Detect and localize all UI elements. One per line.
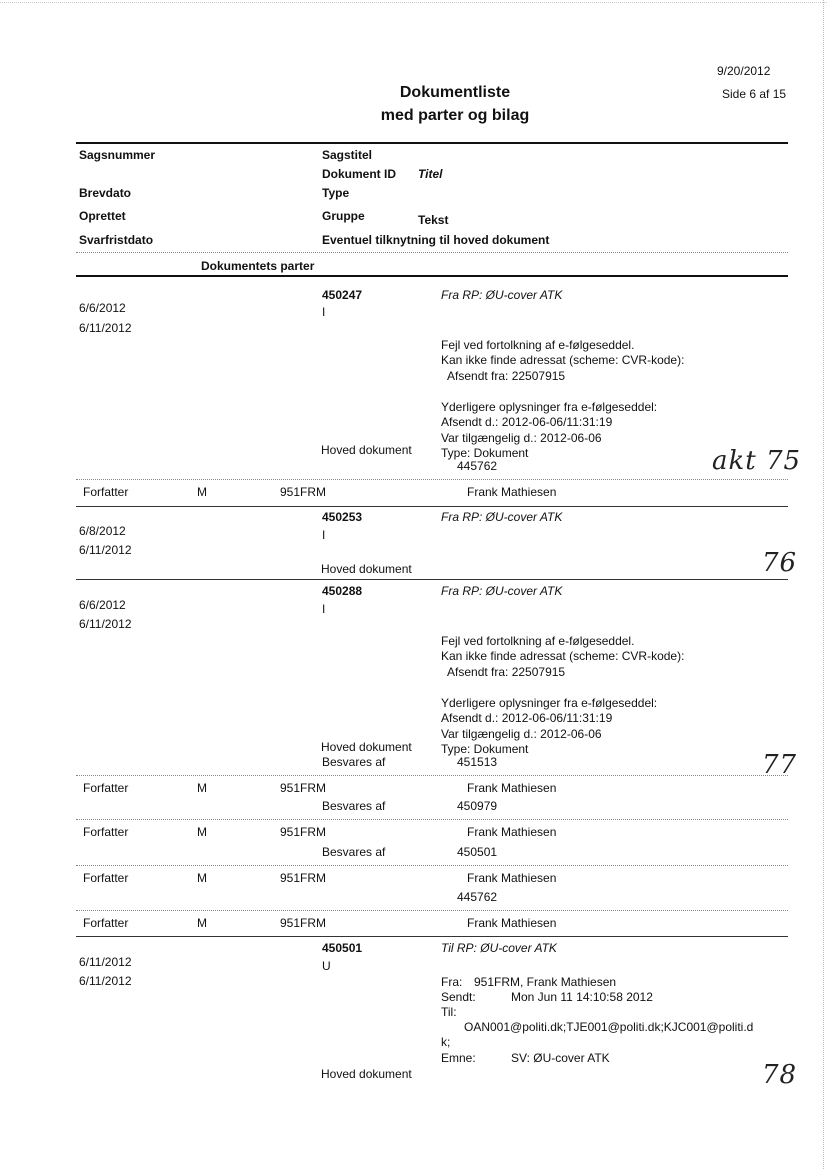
doc3-brevdato: 6/6/2012 bbox=[79, 598, 126, 612]
col-parter: Dokumentets parter bbox=[201, 259, 315, 273]
party-name: Frank Mathiesen bbox=[467, 871, 557, 885]
col-titel: Titel bbox=[418, 167, 443, 181]
doc3-type: I bbox=[322, 602, 326, 616]
col-eventuel-tilknytning: Eventuel tilknytning til hoved dokument bbox=[322, 233, 550, 247]
doc4-fra-value: 951FRM, Frank Mathiesen bbox=[474, 975, 617, 989]
doc4-emne-label: Emne: bbox=[441, 1051, 476, 1065]
party-role: Forfatter bbox=[83, 825, 129, 839]
doc4-sendt-label: Sendt: bbox=[441, 990, 476, 1004]
doc4-til-value: OAN001@politi.dk;TJE001@politi.dk;KJC001@politi.d bbox=[464, 1020, 754, 1034]
party-name: Frank Mathiesen bbox=[467, 825, 557, 839]
divider bbox=[76, 479, 788, 480]
party-role: Forfatter bbox=[83, 871, 129, 885]
scan-edge-top bbox=[0, 2, 827, 3]
doc4-oprettet: 6/11/2012 bbox=[79, 974, 132, 988]
doc4-til-continued: k; bbox=[441, 1035, 451, 1049]
divider bbox=[76, 865, 788, 866]
doc1-title: Fra RP: ØU-cover ATK bbox=[441, 288, 563, 302]
divider bbox=[76, 252, 788, 253]
doc4-type: U bbox=[322, 959, 331, 973]
doc2-brevdato: 6/8/2012 bbox=[79, 524, 126, 538]
doc4-hoved-label: Hoved dokument bbox=[321, 1067, 412, 1081]
besvares-value: 450979 bbox=[457, 799, 498, 813]
header-rule bbox=[76, 142, 788, 144]
party-gender: M bbox=[197, 871, 207, 885]
print-date: 9/20/2012 bbox=[717, 64, 771, 78]
party-code: 951FRM bbox=[280, 485, 327, 499]
col-tekst: Tekst bbox=[418, 213, 449, 227]
col-type: Type bbox=[322, 186, 350, 200]
doc3-besvares-value: 451513 bbox=[457, 755, 498, 769]
party-gender: M bbox=[197, 485, 207, 499]
doc3-hoved-label: Hoved dokument bbox=[321, 740, 412, 754]
besvares-label: Besvares af bbox=[322, 799, 386, 813]
col-oprettet: Oprettet bbox=[79, 209, 126, 223]
col-brevdato: Brevdato bbox=[79, 186, 132, 200]
col-gruppe: Gruppe bbox=[322, 209, 365, 223]
doc3-title: Fra RP: ØU-cover ATK bbox=[441, 584, 563, 598]
doc2-id: 450253 bbox=[322, 510, 363, 524]
party-name: Frank Mathiesen bbox=[467, 485, 557, 499]
doc4-emne-value: SV: ØU-cover ATK bbox=[511, 1051, 610, 1065]
party-gender: M bbox=[197, 916, 207, 930]
doc4-fra-label: Fra: bbox=[441, 975, 463, 989]
doc4-til-label: Til: bbox=[441, 1005, 457, 1019]
doc1-type: I bbox=[322, 305, 326, 319]
handwritten-annotation: 78 bbox=[762, 1060, 798, 1090]
party-role: Forfatter bbox=[83, 485, 129, 499]
col-sagsnummer: Sagsnummer bbox=[79, 148, 156, 162]
handwritten-annotation: akt 75 bbox=[712, 446, 802, 476]
page-number: Side 6 af 15 bbox=[722, 87, 787, 101]
legend-rule bbox=[76, 275, 788, 277]
doc1-hoved-label: Hoved dokument bbox=[321, 443, 412, 457]
doc1-hoved-value: 445762 bbox=[457, 459, 498, 473]
doc3-id: 450288 bbox=[322, 584, 363, 598]
doc3-besvares-label: Besvares af bbox=[322, 755, 386, 769]
doc1-brevdato: 6/6/2012 bbox=[79, 301, 126, 315]
page-title: Dokumentliste bbox=[399, 84, 511, 101]
doc2-title: Fra RP: ØU-cover ATK bbox=[441, 510, 563, 524]
doc4-brevdato: 6/11/2012 bbox=[79, 955, 132, 969]
party-code: 951FRM bbox=[280, 916, 327, 930]
doc2-hoved-label: Hoved dokument bbox=[321, 562, 412, 576]
handwritten-annotation: 77 bbox=[762, 750, 798, 780]
party-name: Frank Mathiesen bbox=[467, 916, 557, 930]
doc1-text: Fejl ved fortolkning af e-følgeseddel. Kan ikke finde adressat (scheme: CVR-kode): Afsendt fra: 22507915 Yderligere oplysninger fra e-følgeseddel: Afsendt d.: 2012-06-06/11:31:19 Var tilgængelig d.: 2012-06-06 Type: Dokument bbox=[441, 337, 685, 460]
divider bbox=[76, 506, 788, 507]
divider bbox=[76, 910, 788, 911]
col-svarfristdato: Svarfristdato bbox=[79, 233, 154, 247]
party-gender: M bbox=[197, 825, 207, 839]
divider bbox=[76, 936, 788, 937]
doc4-sendt-value: Mon Jun 11 14:10:58 2012 bbox=[511, 990, 653, 1004]
besvares-value: 450501 bbox=[457, 845, 498, 859]
doc3-oprettet: 6/11/2012 bbox=[79, 617, 132, 631]
divider bbox=[76, 775, 788, 776]
doc3-text: Fejl ved fortolkning af e-følgeseddel. Kan ikke finde adressat (scheme: CVR-kode): Afsendt fra: 22507915 Yderligere oplysninger fra e-følgeseddel: Afsendt d.: 2012-06-06/11:31:19 Var tilgængelig d.: 2012-06-06 Type: Dokument bbox=[441, 633, 685, 756]
party-code: 951FRM bbox=[280, 781, 327, 795]
page-subtitle: med parter og bilag bbox=[380, 107, 530, 124]
scan-edge-right bbox=[823, 0, 825, 1169]
doc2-oprettet: 6/11/2012 bbox=[79, 543, 132, 557]
besvares-label: Besvares af bbox=[322, 845, 386, 859]
doc1-id: 450247 bbox=[322, 288, 363, 302]
party-code: 951FRM bbox=[280, 871, 327, 885]
doc4-title: Til RP: ØU-cover ATK bbox=[441, 941, 557, 955]
besvares-value: 445762 bbox=[457, 890, 498, 904]
party-role: Forfatter bbox=[83, 781, 129, 795]
divider bbox=[76, 819, 788, 820]
doc1-oprettet: 6/11/2012 bbox=[79, 321, 132, 335]
col-sagstitel: Sagstitel bbox=[322, 148, 373, 162]
handwritten-annotation: 76 bbox=[762, 548, 798, 578]
col-dokument-id: Dokument ID bbox=[322, 167, 397, 181]
party-code: 951FRM bbox=[280, 825, 327, 839]
party-role: Forfatter bbox=[83, 916, 129, 930]
party-name: Frank Mathiesen bbox=[467, 781, 557, 795]
divider bbox=[76, 579, 788, 580]
doc2-type: I bbox=[322, 528, 326, 542]
doc4-id: 450501 bbox=[322, 941, 363, 955]
party-gender: M bbox=[197, 781, 207, 795]
